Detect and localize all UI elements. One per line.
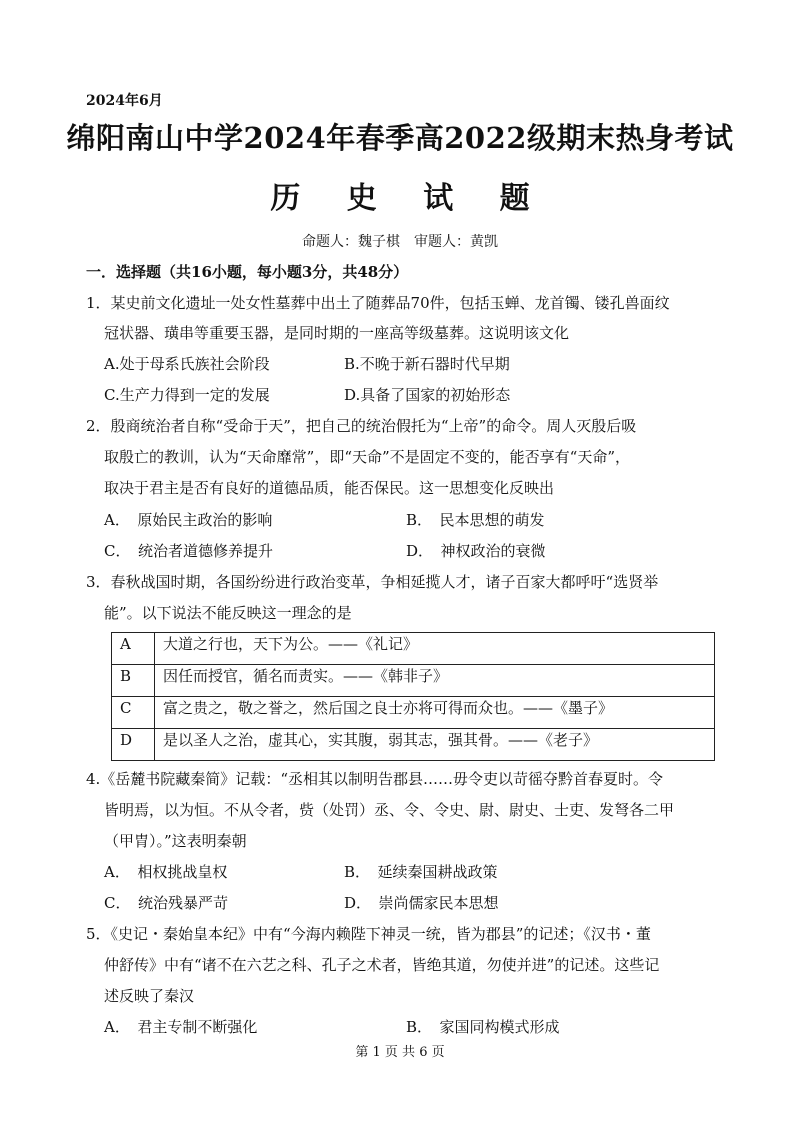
question-1-line-1: 1．某史前文化遗址一处女性墓葬中出土了随葬品70件，包括玉蝉、龙首镯、镂孔兽面纹: [86, 294, 670, 312]
table-row: [112, 633, 715, 665]
exam-subject: 历 史 试 题: [270, 181, 548, 216]
exam-authors: 命题人：魏子棋 审题人：黄凯: [302, 234, 498, 250]
question-4-option-c: C． 统治残暴严苛: [104, 894, 228, 912]
option-quote: 大道之行也，天下为公。——《礼记》: [155, 633, 715, 665]
question-2-option-d: D． 神权政治的衰微: [406, 542, 546, 560]
question-3-line-1: 3．春秋战国时期，各国纷纷进行政治变革，争相延揽人才，诸子百家大都呼吁“选贤举: [86, 573, 659, 591]
table-row: [112, 697, 715, 729]
page-number: 第 1 页 共 6 页: [355, 1045, 445, 1060]
option-quote: 富之贵之，敬之誉之，然后国之良士亦将可得而众也。——《墨子》: [155, 697, 715, 729]
question-2-line-3: 取决于君主是否有良好的道德品质，能否保民。这一思想变化反映出: [104, 479, 555, 497]
table-row: [112, 665, 715, 697]
option-letter: D: [112, 729, 155, 761]
question-5-option-b: B． 家国同构模式形成: [406, 1018, 560, 1036]
option-letter: B: [112, 665, 155, 697]
option-letter: A: [112, 633, 155, 665]
question-2-line-2: 取殷亡的教训，认为“天命靡常”，即“天命”不是固定不变的，能否享有“天命”，: [104, 448, 631, 466]
option-quote: 因任而授官，循名而责实。——《韩非子》: [155, 665, 715, 697]
question-1-option-a: A.处于母系氏族社会阶段: [104, 355, 270, 373]
exam-date: 2024年6月: [86, 93, 163, 109]
question-3-options-table: [111, 632, 715, 761]
question-2-option-c: C． 统治者道德修养提升: [104, 542, 273, 560]
question-1-option-b: B.不晚于新石器时代早期: [344, 355, 510, 373]
question-4-option-a: A． 相权挑战皇权: [104, 863, 228, 881]
question-5-line-1: 5．《史记・秦始皇本纪》中有“今海内赖陛下神灵一统，皆为郡县”的记述；《汉书・董: [86, 925, 651, 943]
question-1-line-2: 冠状器、璜串等重要玉器，是同时期的一座高等级墓葬。这说明该文化: [104, 324, 570, 342]
question-2-line-1: 2．殷商统治者自称“受命于天”，把自己的统治假托为“上帝”的命令。周人灭殷后吸: [86, 417, 637, 435]
question-4-line-2: 皆明焉，以为恒。不从令者，赀（处罚）丞、令、令史、尉、尉史、士吏、发弩各二甲: [104, 801, 675, 819]
question-2-option-b: B． 民本思想的萌发: [406, 511, 545, 529]
question-5-option-a: A． 君主专制不断强化: [104, 1018, 258, 1036]
question-5-line-2: 仲舒传》中有“诸不在六艺之科、孔子之术者，皆绝其道，勿使并进”的记述。这些记: [104, 956, 660, 974]
question-1-option-c: C.生产力得到一定的发展: [104, 386, 270, 404]
question-4-line-1: 4.《岳麓书院藏秦简》记载：“丞相其以制明告郡县……毋令吏以苛徭夺黔首春夏时。令: [86, 770, 663, 788]
question-4-option-b: B． 延续秦国耕战政策: [344, 863, 498, 881]
section-heading: 一．选择题（共16小题，每小题3分，共48分）: [86, 263, 409, 281]
table-row: [112, 729, 715, 761]
question-4-line-3: （甲胄）。”这表明秦朝: [104, 832, 247, 850]
option-letter: C: [112, 697, 155, 729]
question-1-option-d: D.具备了国家的初始形态: [344, 386, 511, 404]
question-4-option-d: D． 崇尚儒家民本思想: [344, 894, 499, 912]
question-5-line-3: 述反映了秦汉: [104, 987, 195, 1005]
option-quote: 是以圣人之治，虚其心，实其腹，弱其志，强其骨。——《老子》: [155, 729, 715, 761]
question-3-line-2: 能”。以下说法不能反映这一理念的是: [104, 604, 352, 622]
question-2-option-a: A． 原始民主政治的影响: [104, 511, 273, 529]
exam-title: 绵阳南山中学2024年春季高2022级期末热身考试: [66, 121, 734, 155]
